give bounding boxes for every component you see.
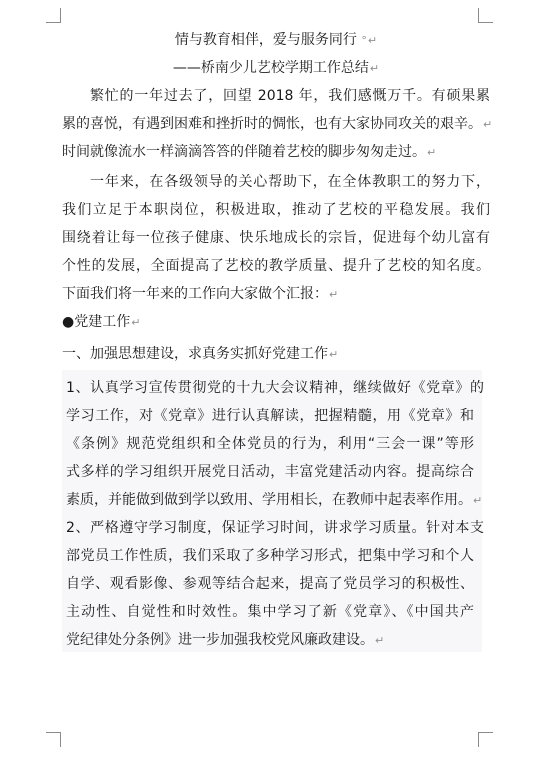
text-line[interactable]: 式多样的学习组织开展党日活动，丰富党建活动内容。提高综合 [66,464,474,480]
text-line[interactable]: 一年来，在各级领导的关心帮助下，在全体教职工的努力下， [90,174,490,190]
text-line[interactable]: 部党员工作性质，我们采取了多种学习形式，把集中学习和个人 [66,548,474,564]
document-subtitle: ——桥南少儿艺校学期工作总结 [172,60,369,76]
text-line[interactable]: 2、严格遵守学习制度，保证学习时间，讲求学习质量。针对本支 [66,520,484,536]
document-subtitle-line[interactable]: ——桥南少儿艺校学期工作总结↵ [172,60,380,76]
text-line[interactable]: 学习工作，对《党章》进行认真解读，把握精髓，用《党章》和 [66,408,474,424]
text-line[interactable]: 繁忙的一年过去了，回望 2018 年，我们感慨万千。有硕果累 [90,88,490,104]
text-line[interactable]: 自学、观看影像、参观等结合起来，提高了党员学习的积极性、 [66,576,474,592]
document-title-line[interactable]: 情与教育相伴，爱与服务同行 °↵ [174,32,378,48]
text-line[interactable]: 主动性、自觉性和时效性。集中学习了新《党章》、《中国共产 [66,604,474,620]
subsection-heading[interactable]: 一、加强思想建设，求真务实抓好党建工作↵ [62,346,339,362]
text-line[interactable]: 1、认真学习宣传贯彻党的十九大会议精神，继续做好《党章》的 [66,380,484,396]
crop-mark-top-left [46,8,61,23]
text-line[interactable]: 《条例》规范党组织和全体党员的行为，利用“三会一课”等形 [66,436,474,452]
text-line[interactable]: 个性的发展，全面提高了艺校的教学质量、提升了艺校的知名度。 [62,258,490,274]
crop-mark-bottom-right [478,732,493,747]
text-line[interactable]: 素质，并能做到做到学以致用、学用相长，在教师中起表率作用。↵ [66,492,483,508]
text-line[interactable]: 我们立足于本职岗位，积极进取，推动了艺校的平稳发展。我们 [62,202,490,218]
text-line[interactable]: 下面我们将一年来的工作向大家做个汇报：↵ [62,286,339,302]
crop-mark-bottom-left [46,732,61,747]
document-title: 情与教育相伴，爱与服务同行 [174,32,357,48]
text-line[interactable]: 时间就像流水一样滴滴答答的伴随着艺校的脚步匆匆走过。↵ [62,144,437,160]
crop-mark-top-right [478,8,493,23]
text-line[interactable]: 围绕着让每一位孩子健康、快乐地成长的宗旨，促进每个幼儿富有 [62,230,490,246]
text-line[interactable]: 累的喜悦，有遇到困难和挫折时的惆怅，也有大家协同攻关的艰辛。↵ [62,116,493,132]
text-line[interactable]: 党纪律处分条例》进一步加强我校党风廉政建设。↵ [66,632,385,648]
section-heading[interactable]: ●党建工作↵ [62,314,141,330]
